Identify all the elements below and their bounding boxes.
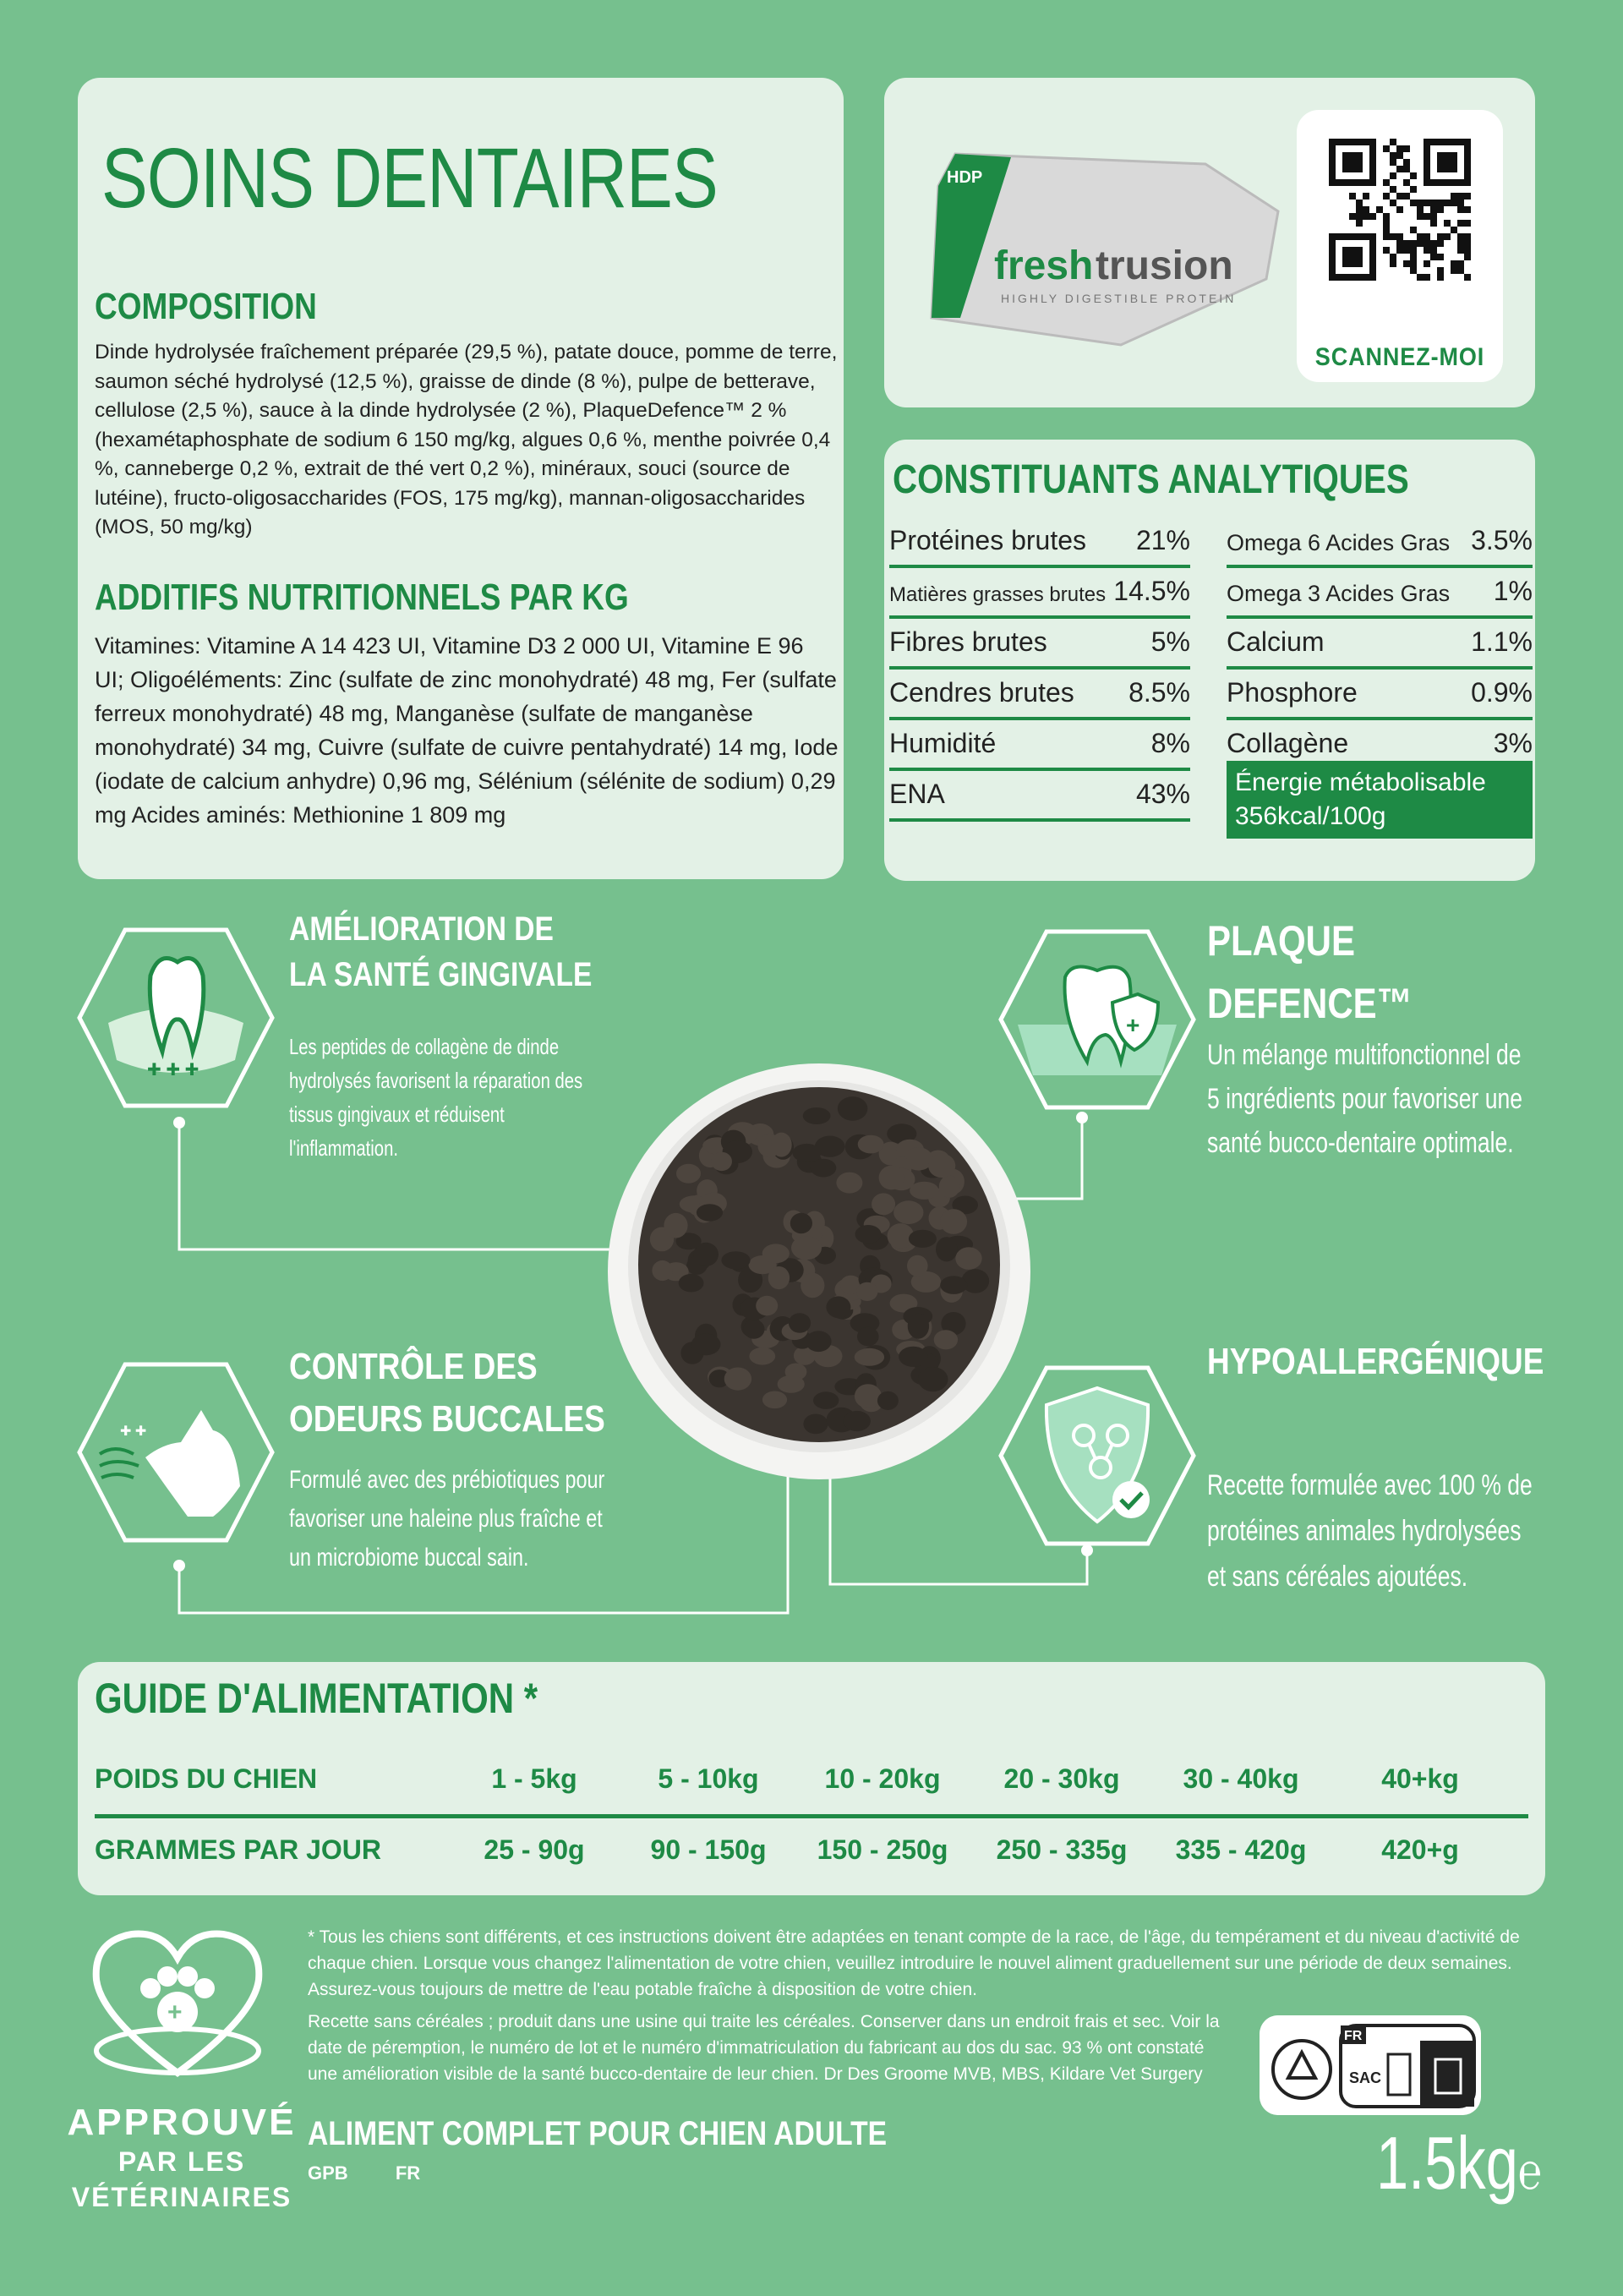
analytical-label: Collagène (1227, 728, 1349, 758)
kibble-piece (762, 1244, 790, 1263)
kibble-piece (908, 1314, 929, 1339)
analytical-value: 1% (1493, 576, 1533, 606)
analytical-value: 8% (1150, 728, 1190, 758)
kibble-piece (711, 1152, 732, 1171)
kibble-piece (793, 1144, 822, 1162)
analytical-row (889, 517, 1190, 568)
kibble-piece (872, 1193, 895, 1215)
analytical-label: Omega 6 Acides Gras (1227, 530, 1451, 555)
grams-cell: 150 - 250g (817, 1834, 948, 1865)
feeding-footnote: * Tous les chiens sont différents, et ces instructions doivent être adaptées en tenant compte de la race, de l'âge, du tempérament et du niveau d'activité de chaque chien. Lorsque vous changez l'alimentation de votre chien, veuillez introduire le nouvel aliment graduellement sur une période de deux semaines. Assurez-vous toujours de mettre de l'eau potable fraîche à disposition de votre chien. (308, 1927, 1520, 1999)
kibble-piece (939, 1176, 960, 1198)
grams-cell: 250 - 335g (996, 1834, 1128, 1865)
plaque-title: PLAQUE DEFENCE™ (1207, 917, 1413, 1027)
qr-code[interactable] (1329, 139, 1471, 281)
qr-card[interactable] (1297, 110, 1503, 382)
analytical-label: Humidité (889, 728, 997, 758)
kibble-piece (940, 1209, 967, 1234)
analytical-row (889, 720, 1190, 771)
kibble-piece (724, 1368, 751, 1391)
additives-heading: ADDITIFS NUTRITIONNELS PAR KG (95, 577, 629, 618)
page-title: SOINS DENTAIRES (101, 131, 718, 226)
freshtrusion-panel (884, 78, 1535, 407)
energy-label: Énergie métabolisable (1235, 768, 1486, 796)
vet-approved-text: APPROUVÉ PAR LES VÉTÉRINAIRES (67, 2102, 297, 2212)
analytical-row (889, 670, 1190, 720)
hdp-badge: HDP (947, 168, 983, 187)
kibble-piece (749, 1348, 775, 1365)
kibble-bowl-image (602, 1057, 1036, 1479)
analytical-label: Cendres brutes (889, 677, 1074, 708)
kibble-piece (877, 1391, 899, 1410)
kibble-piece (855, 1348, 884, 1366)
kibble-piece (756, 1296, 778, 1316)
kibble-piece (801, 1273, 824, 1298)
kibble-piece (838, 1096, 868, 1121)
analytical-value: 3.5% (1471, 525, 1533, 555)
analytical-value: 1.1% (1471, 626, 1533, 657)
brand-fresh: fresh (994, 243, 1094, 288)
analytical-row (1227, 670, 1533, 720)
kibble-piece (664, 1213, 687, 1238)
grams-cell: 420+g (1381, 1834, 1459, 1865)
kibble-piece (679, 1274, 704, 1293)
svg-text:+: + (1126, 1012, 1140, 1038)
analytical-label: Fibres brutes (889, 626, 1047, 657)
kibble-piece (762, 1391, 787, 1409)
kibble-piece (940, 1276, 967, 1294)
kibble-piece (806, 1331, 832, 1352)
kibble-piece (856, 1282, 877, 1301)
analytical-value: 14.5% (1113, 576, 1190, 606)
energy-value: 356kcal/100g (1235, 802, 1386, 830)
hypo-text: Recette formulée avec 100 % de protéines animales hydrolysées et sans céréales ajoutées. (1207, 1469, 1533, 1593)
plaque-defence-icon (996, 927, 1199, 1112)
kibble-piece (771, 1133, 792, 1157)
weight-label: POIDS DU CHIEN (95, 1763, 318, 1794)
product-note: Recette sans céréales ; produit dans une usine qui traite les céréales. Conserver dans un endroit frais et sec. Voir la date de péremption, le numéro de lot et le numéro d'immatriculation du fabricant au dos du sac. 93 % ont constaté une amélioration visible de la santé bucco-dentaire de leur chien. Dr Des Groome MVB, MBS, Kildare Vet Surgery (308, 2012, 1220, 2084)
kibble-piece (907, 1255, 928, 1276)
analytical-heading: CONSTITUANTS ANALYTIQUES (893, 457, 1409, 502)
additives-text: Vitamines: Vitamine A 14 423 UI, Vitamine D3 2 000 UI, Vitamine E 96 UI; Oligoéléments: Zinc (sulfate de zinc monohydraté) 48 mg, Fer (sulfate ferreux monohydraté) 48 mg, Manganèse (sulfate de manganèse monohydraté) 34 mg, Cuivre (sulfate de cuivre pentahydraté) 14 mg, Iode (iodate de calcium anhydre) 0,96 mg, Sélénium (sélénite de sodium) 0,29 mg Acides aminés: Methionine 1 809 mg (95, 633, 839, 828)
weight-row (95, 1747, 1528, 1818)
analytical-label: Phosphore (1227, 677, 1358, 708)
brand-tagline: HIGHLY DIGESTIBLE PROTEIN (1001, 292, 1237, 305)
kibble-piece (768, 1266, 790, 1289)
kibble-piece (844, 1411, 871, 1431)
weight-cell: 20 - 30kg (1003, 1763, 1120, 1794)
kibble-piece (676, 1164, 701, 1184)
kibble-piece (879, 1166, 904, 1190)
composition-panel (78, 78, 844, 879)
kibble-piece (803, 1107, 831, 1124)
grams-cell: 335 - 420g (1175, 1834, 1307, 1865)
kibble-piece (855, 1384, 882, 1408)
analytical-label: Matières grasses brutes (889, 583, 1107, 606)
kibble-piece (918, 1367, 948, 1391)
analytical-value: 3% (1493, 728, 1533, 758)
kibble-piece (909, 1230, 937, 1248)
kibble-piece (858, 1135, 884, 1154)
analytical-value: 8.5% (1128, 677, 1190, 708)
weight-cell: 1 - 5kg (491, 1763, 577, 1794)
analytical-row (889, 568, 1190, 619)
svg-text:✚ ✚ ✚: ✚ ✚ ✚ (147, 1061, 199, 1080)
analytical-row (1227, 517, 1533, 568)
kibble-piece (826, 1296, 850, 1318)
svg-text:✚ ✚: ✚ ✚ (120, 1424, 147, 1439)
kibble-piece (899, 1347, 927, 1367)
analytical-row (1227, 568, 1533, 619)
svg-text:+: + (167, 1998, 183, 2026)
odour-control-icon (74, 1359, 277, 1545)
vet-approved-logo (85, 1924, 270, 2085)
grams-row (95, 1818, 1528, 1885)
market-codes (308, 2162, 462, 2184)
kibble-piece (855, 1225, 882, 1244)
kibble-piece (811, 1159, 837, 1178)
net-weight: 1.5kg℮ (1376, 2121, 1543, 2205)
kibble-piece (691, 1334, 721, 1356)
analytical-value: 5% (1150, 626, 1190, 657)
analytical-value: 0.9% (1471, 677, 1533, 708)
weight-cell: 30 - 40kg (1183, 1763, 1299, 1794)
analytical-row (1227, 619, 1533, 670)
kibble-piece (936, 1237, 958, 1261)
kibble-piece (836, 1173, 862, 1194)
weight-cell: 40+kg (1381, 1763, 1459, 1794)
kibble-piece (721, 1251, 750, 1269)
kibble-piece (744, 1320, 765, 1339)
analytical-panel (884, 440, 1535, 881)
weight-cell: 5 - 10kg (658, 1763, 759, 1794)
kibble-piece (652, 1260, 672, 1281)
kibble-piece (789, 1313, 811, 1333)
freshtrusion-logo (926, 152, 1281, 352)
hypoallergenic-icon (996, 1363, 1199, 1549)
brand-trusion: trusion (1096, 243, 1233, 288)
code-gpb: GPB (308, 2162, 348, 2184)
analytical-row (889, 619, 1190, 670)
kibble-piece (803, 1414, 828, 1435)
gum-text: Les peptides de collagène de dinde hydrolysés favorisent la réparation des tissus gingivaux et réduisent l'inflammation. (289, 1034, 583, 1161)
composition-text: Dinde hydrolysée fraîchement préparée (29,5 %), patate douce, pomme de terre, saumon séché hydrolysé (12,5 %), graisse de dinde (8 %), pulpe de betterave, cellulose (2,5 %), sauce à la dinde hydrolysée (2 %), PlaqueDefence™ 2 % (hexamétaphosphate de sodium 6 150 mg/kg, algues 0,6 %, menthe poivrée 0,4 %, canneberge 0,2 %, extrait de thé vert 0,2 %), minéraux, souci (source de lutéine), fructo-oligosaccharides (FOS, 175 mg/kg), mannan-oligosaccharides (MOS, 50 mg/kg) (95, 341, 838, 538)
feeding-heading: GUIDE D'ALIMENTATION * (95, 1675, 538, 1722)
recycling-info (1260, 2015, 1481, 2115)
grams-cell: 25 - 90g (484, 1834, 585, 1865)
analytical-value: 43% (1135, 779, 1190, 809)
hypo-title: HYPOALLERGÉNIQUE (1207, 1341, 1544, 1382)
kibble-piece (928, 1154, 955, 1178)
analytical-label: ENA (889, 779, 945, 809)
kibble-piece (955, 1247, 981, 1270)
feeding-guide-panel (78, 1662, 1545, 1895)
plaque-text: Un mélange multifonctionnel de 5 ingrédients pour favoriser une santé bucco-dentaire optimale. (1207, 1039, 1522, 1159)
kibble-piece (910, 1182, 938, 1200)
gum-health-icon (74, 925, 277, 1111)
scan-label: SCANNEZ-MOI (1314, 343, 1485, 371)
analytical-label: Protéines brutes (889, 525, 1087, 555)
odour-title: CONTRÔLE DES ODEURS BUCCALES (289, 1346, 605, 1440)
analytical-value: 21% (1135, 525, 1190, 555)
code-fr: FR (395, 2162, 421, 2184)
odour-text: Formulé avec des prébiotiques pour favoriser une haleine plus fraîche et un microbiome buccal sain. (289, 1466, 605, 1572)
kibble-piece (790, 1213, 812, 1233)
gum-title: AMÉLIORATION DE LA SANTÉ GINGIVALE (289, 910, 593, 993)
kibble-piece (893, 1200, 923, 1224)
kibble-piece (791, 1236, 822, 1260)
weight-cell: 10 - 20kg (824, 1763, 941, 1794)
kibble-piece (697, 1204, 723, 1221)
recycle-sac: SAC (1349, 2069, 1382, 2086)
kibble-piece (857, 1327, 879, 1347)
kibble-piece (813, 1391, 839, 1409)
analytical-row (889, 771, 1190, 822)
kibble-piece (934, 1330, 958, 1349)
energy-box (1227, 761, 1533, 839)
grams-cell: 90 - 150g (650, 1834, 767, 1865)
analytical-label: Calcium (1227, 626, 1325, 657)
complete-food-label: ALIMENT COMPLET POUR CHIEN ADULTE (308, 2115, 888, 2152)
kibble-piece (778, 1375, 805, 1393)
recycle-country: FR (1344, 2029, 1363, 2043)
analytical-label: Omega 3 Acides Gras (1227, 581, 1451, 606)
composition-heading: COMPOSITION (95, 286, 317, 327)
grams-label: GRAMMES PAR JOUR (95, 1834, 381, 1865)
